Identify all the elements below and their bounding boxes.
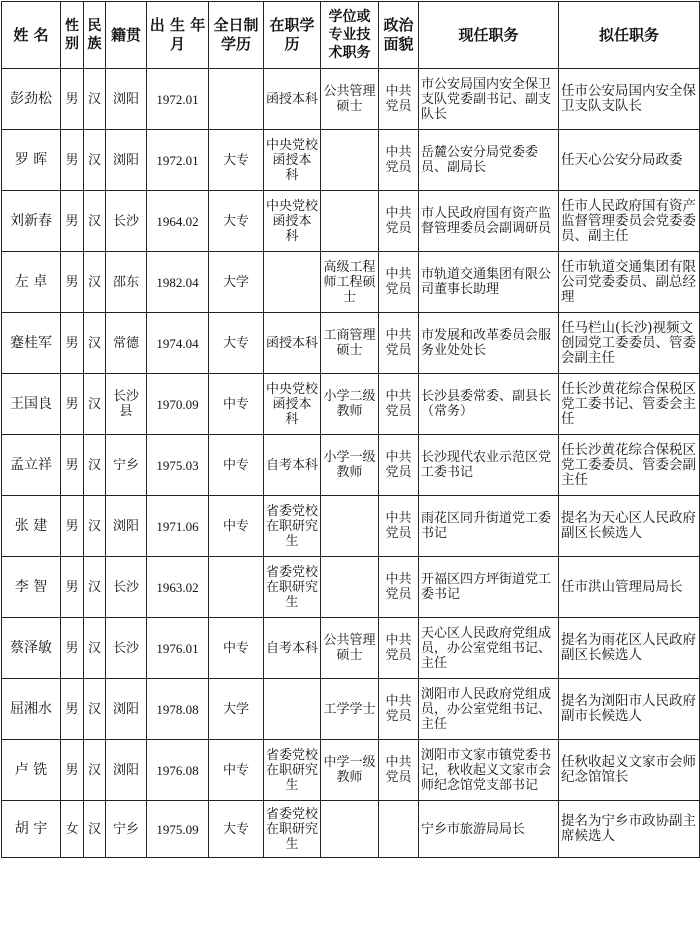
fulltime-education-cell: 中专 [209,618,264,679]
fulltime-education-cell: 大专 [209,801,264,858]
fulltime-education-cell: 大学 [209,252,264,313]
political-status-cell: 中共党员 [379,496,419,557]
inservice-education-cell: 自考本科 [264,618,321,679]
gender-cell: 男 [61,313,84,374]
ethnicity-cell: 汉 [84,679,106,740]
birth-date-cell: 1963.02 [147,557,209,618]
table-row [2,740,700,801]
degree-cell: 中学一级教师 [321,740,379,801]
table-row [2,130,700,191]
person-name-cell: 卢 铣 [2,740,61,801]
ethnicity-cell: 汉 [84,557,106,618]
degree-cell: 小学一级教师 [321,435,379,496]
ethnicity-cell: 汉 [84,435,106,496]
ethnicity-cell: 汉 [84,374,106,435]
person-name-cell: 刘新春 [2,191,61,252]
fulltime-education-cell: 大专 [209,313,264,374]
current-position-cell: 市公安局国内安全保卫支队党委副书记、副支队长 [419,69,559,130]
proposed-position-cell: 任秋收起义文家市会师纪念馆馆长 [559,740,700,801]
political-status-cell: 中共党员 [379,69,419,130]
proposed-position-cell: 任市洪山管理局局长 [559,557,700,618]
header-degree: 学位或专业技术职务 [321,2,379,69]
political-status-cell: 中共党员 [379,618,419,679]
current-position-cell: 市发展和改革委员会服务业处处长 [419,313,559,374]
current-position-cell: 浏阳市文家市镇党委书记，秋收起义文家市会师纪念馆党支部书记 [419,740,559,801]
political-status-cell: 中共党员 [379,435,419,496]
header-ethnicity: 民族 [84,2,106,69]
political-status-cell: 中共党员 [379,557,419,618]
birth-date-cell: 1972.01 [147,130,209,191]
native-place-cell: 浏阳 [106,496,147,557]
table-row [2,496,700,557]
fulltime-education-cell: 中专 [209,374,264,435]
gender-cell: 男 [61,130,84,191]
gender-cell: 男 [61,618,84,679]
current-position-cell: 长沙县委常委、副县长（常务） [419,374,559,435]
current-position-cell: 长沙现代农业示范区党工委书记 [419,435,559,496]
table-row [2,191,700,252]
degree-cell [321,557,379,618]
political-status-cell: 中共党员 [379,252,419,313]
political-status-cell [379,801,419,858]
native-place-cell: 常德 [106,313,147,374]
roster-body [2,69,700,858]
current-position-cell: 开福区四方坪街道党工委书记 [419,557,559,618]
degree-cell: 公共管理硕士 [321,69,379,130]
gender-cell: 男 [61,557,84,618]
header-name: 姓 名 [2,2,61,69]
person-name-cell: 蔡泽敏 [2,618,61,679]
inservice-education-cell: 函授本科 [264,69,321,130]
proposed-position-cell: 任市人民政府国有资产监督管理委员会党委委员、副主任 [559,191,700,252]
header-current-position: 现任职务 [419,2,559,69]
inservice-education-cell: 省委党校在职研究生 [264,801,321,858]
table-row [2,435,700,496]
political-status-cell: 中共党员 [379,374,419,435]
native-place-cell: 浏阳 [106,69,147,130]
birth-date-cell: 1964.02 [147,191,209,252]
gender-cell: 男 [61,374,84,435]
current-position-cell: 宁乡市旅游局局长 [419,801,559,858]
political-status-cell: 中共党员 [379,740,419,801]
fulltime-education-cell [209,69,264,130]
header-inservice-education: 在职学历 [264,2,321,69]
table-row [2,69,700,130]
current-position-cell: 天心区人民政府党组成员，办公室党组书记、主任 [419,618,559,679]
fulltime-education-cell: 大学 [209,679,264,740]
native-place-cell: 浏阳 [106,679,147,740]
fulltime-education-cell: 大专 [209,130,264,191]
birth-date-cell: 1975.03 [147,435,209,496]
native-place-cell: 宁乡 [106,801,147,858]
inservice-education-cell: 中央党校函授本 科 [264,191,321,252]
ethnicity-cell: 汉 [84,130,106,191]
political-status-cell: 中共党员 [379,679,419,740]
native-place-cell: 长沙 [106,557,147,618]
political-status-cell: 中共党员 [379,313,419,374]
birth-date-cell: 1972.01 [147,69,209,130]
birth-date-cell: 1982.04 [147,252,209,313]
person-name-cell: 张 建 [2,496,61,557]
birth-date-cell: 1974.04 [147,313,209,374]
degree-cell: 工学学士 [321,679,379,740]
header-proposed-position: 拟任职务 [559,2,700,69]
proposed-position-cell: 任马栏山(长沙)视频文创园党工委委员、管委会副主任 [559,313,700,374]
ethnicity-cell: 汉 [84,801,106,858]
table-row [2,374,700,435]
ethnicity-cell: 汉 [84,191,106,252]
inservice-education-cell: 中央党校函授本 科 [264,374,321,435]
inservice-education-cell: 函授本科 [264,313,321,374]
gender-cell: 男 [61,191,84,252]
fulltime-education-cell: 中专 [209,740,264,801]
table-row [2,801,700,858]
header-fulltime-education: 全日制学历 [209,2,264,69]
table-row [2,557,700,618]
header-political-status: 政治面貌 [379,2,419,69]
birth-date-cell: 1976.08 [147,740,209,801]
person-name-cell: 彭劲松 [2,69,61,130]
gender-cell: 男 [61,435,84,496]
person-name-cell: 蹇桂军 [2,313,61,374]
current-position-cell: 浏阳市人民政府党组成员，办公室党组书记、主任 [419,679,559,740]
birth-date-cell: 1976.01 [147,618,209,679]
native-place-cell: 邵东 [106,252,147,313]
proposed-position-cell: 任长沙黄花综合保税区党工委书记、管委会主任 [559,374,700,435]
gender-cell: 男 [61,740,84,801]
current-position-cell: 岳麓公安分局党委委员、副局长 [419,130,559,191]
political-status-cell: 中共党员 [379,191,419,252]
inservice-education-cell: 省委党校在职研究生 [264,740,321,801]
political-status-cell: 中共党员 [379,130,419,191]
fulltime-education-cell: 大专 [209,191,264,252]
person-name-cell: 罗 晖 [2,130,61,191]
gender-cell: 男 [61,496,84,557]
table-row [2,252,700,313]
table-row [2,618,700,679]
current-position-cell: 市人民政府国有资产监督管理委员会副调研员 [419,191,559,252]
table-row [2,313,700,374]
native-place-cell: 长沙 [106,191,147,252]
birth-date-cell: 1975.09 [147,801,209,858]
proposed-position-cell: 提名为浏阳市人民政府副市长候选人 [559,679,700,740]
proposed-position-cell: 提名为宁乡市政协副主席候选人 [559,801,700,858]
inservice-education-cell: 中央党校函授本 科 [264,130,321,191]
ethnicity-cell: 汉 [84,618,106,679]
fulltime-education-cell: 中专 [209,496,264,557]
ethnicity-cell: 汉 [84,313,106,374]
proposed-position-cell: 任长沙黄花综合保税区党工委委员、管委会副主任 [559,435,700,496]
birth-date-cell: 1978.08 [147,679,209,740]
proposed-position-cell: 任市公安局国内安全保卫支队支队长 [559,69,700,130]
native-place-cell: 宁乡 [106,435,147,496]
gender-cell: 男 [61,679,84,740]
native-place-cell: 长沙 [106,618,147,679]
person-name-cell: 屈湘水 [2,679,61,740]
person-name-cell: 胡 宇 [2,801,61,858]
ethnicity-cell: 汉 [84,252,106,313]
proposed-position-cell: 任天心公安分局政委 [559,130,700,191]
degree-cell [321,191,379,252]
proposed-position-cell: 任市轨道交通集团有限公司党委委员、副总经理 [559,252,700,313]
degree-cell [321,130,379,191]
person-name-cell: 孟立祥 [2,435,61,496]
person-name-cell: 李 智 [2,557,61,618]
header-gender: 性别 [61,2,84,69]
inservice-education-cell [264,679,321,740]
fulltime-education-cell: 中专 [209,435,264,496]
degree-cell: 公共管理硕士 [321,618,379,679]
inservice-education-cell: 省委党校在职研究生 [264,557,321,618]
degree-cell [321,801,379,858]
current-position-cell: 雨花区同升街道党工委书记 [419,496,559,557]
proposed-position-cell: 提名为雨花区人民政府副区长候选人 [559,618,700,679]
inservice-education-cell: 省委党校在职研究生 [264,496,321,557]
gender-cell: 男 [61,252,84,313]
degree-cell [321,496,379,557]
cadre-roster-table [1,1,700,858]
native-place-cell: 长沙县 [106,374,147,435]
person-name-cell: 王国良 [2,374,61,435]
native-place-cell: 浏阳 [106,130,147,191]
ethnicity-cell: 汉 [84,740,106,801]
header-row [2,2,700,69]
inservice-education-cell: 自考本科 [264,435,321,496]
fulltime-education-cell [209,557,264,618]
current-position-cell: 市轨道交通集团有限公司董事长助理 [419,252,559,313]
degree-cell: 工商管理硕士 [321,313,379,374]
native-place-cell: 浏阳 [106,740,147,801]
inservice-education-cell [264,252,321,313]
gender-cell: 女 [61,801,84,858]
header-birth: 出 生 年 月 [147,2,209,69]
degree-cell: 高级工程师工程硕士 [321,252,379,313]
gender-cell: 男 [61,69,84,130]
table-row [2,679,700,740]
header-origin: 籍贯 [106,2,147,69]
birth-date-cell: 1970.09 [147,374,209,435]
degree-cell: 小学二级教师 [321,374,379,435]
proposed-position-cell: 提名为天心区人民政府副区长候选人 [559,496,700,557]
ethnicity-cell: 汉 [84,69,106,130]
ethnicity-cell: 汉 [84,496,106,557]
birth-date-cell: 1971.06 [147,496,209,557]
person-name-cell: 左 卓 [2,252,61,313]
